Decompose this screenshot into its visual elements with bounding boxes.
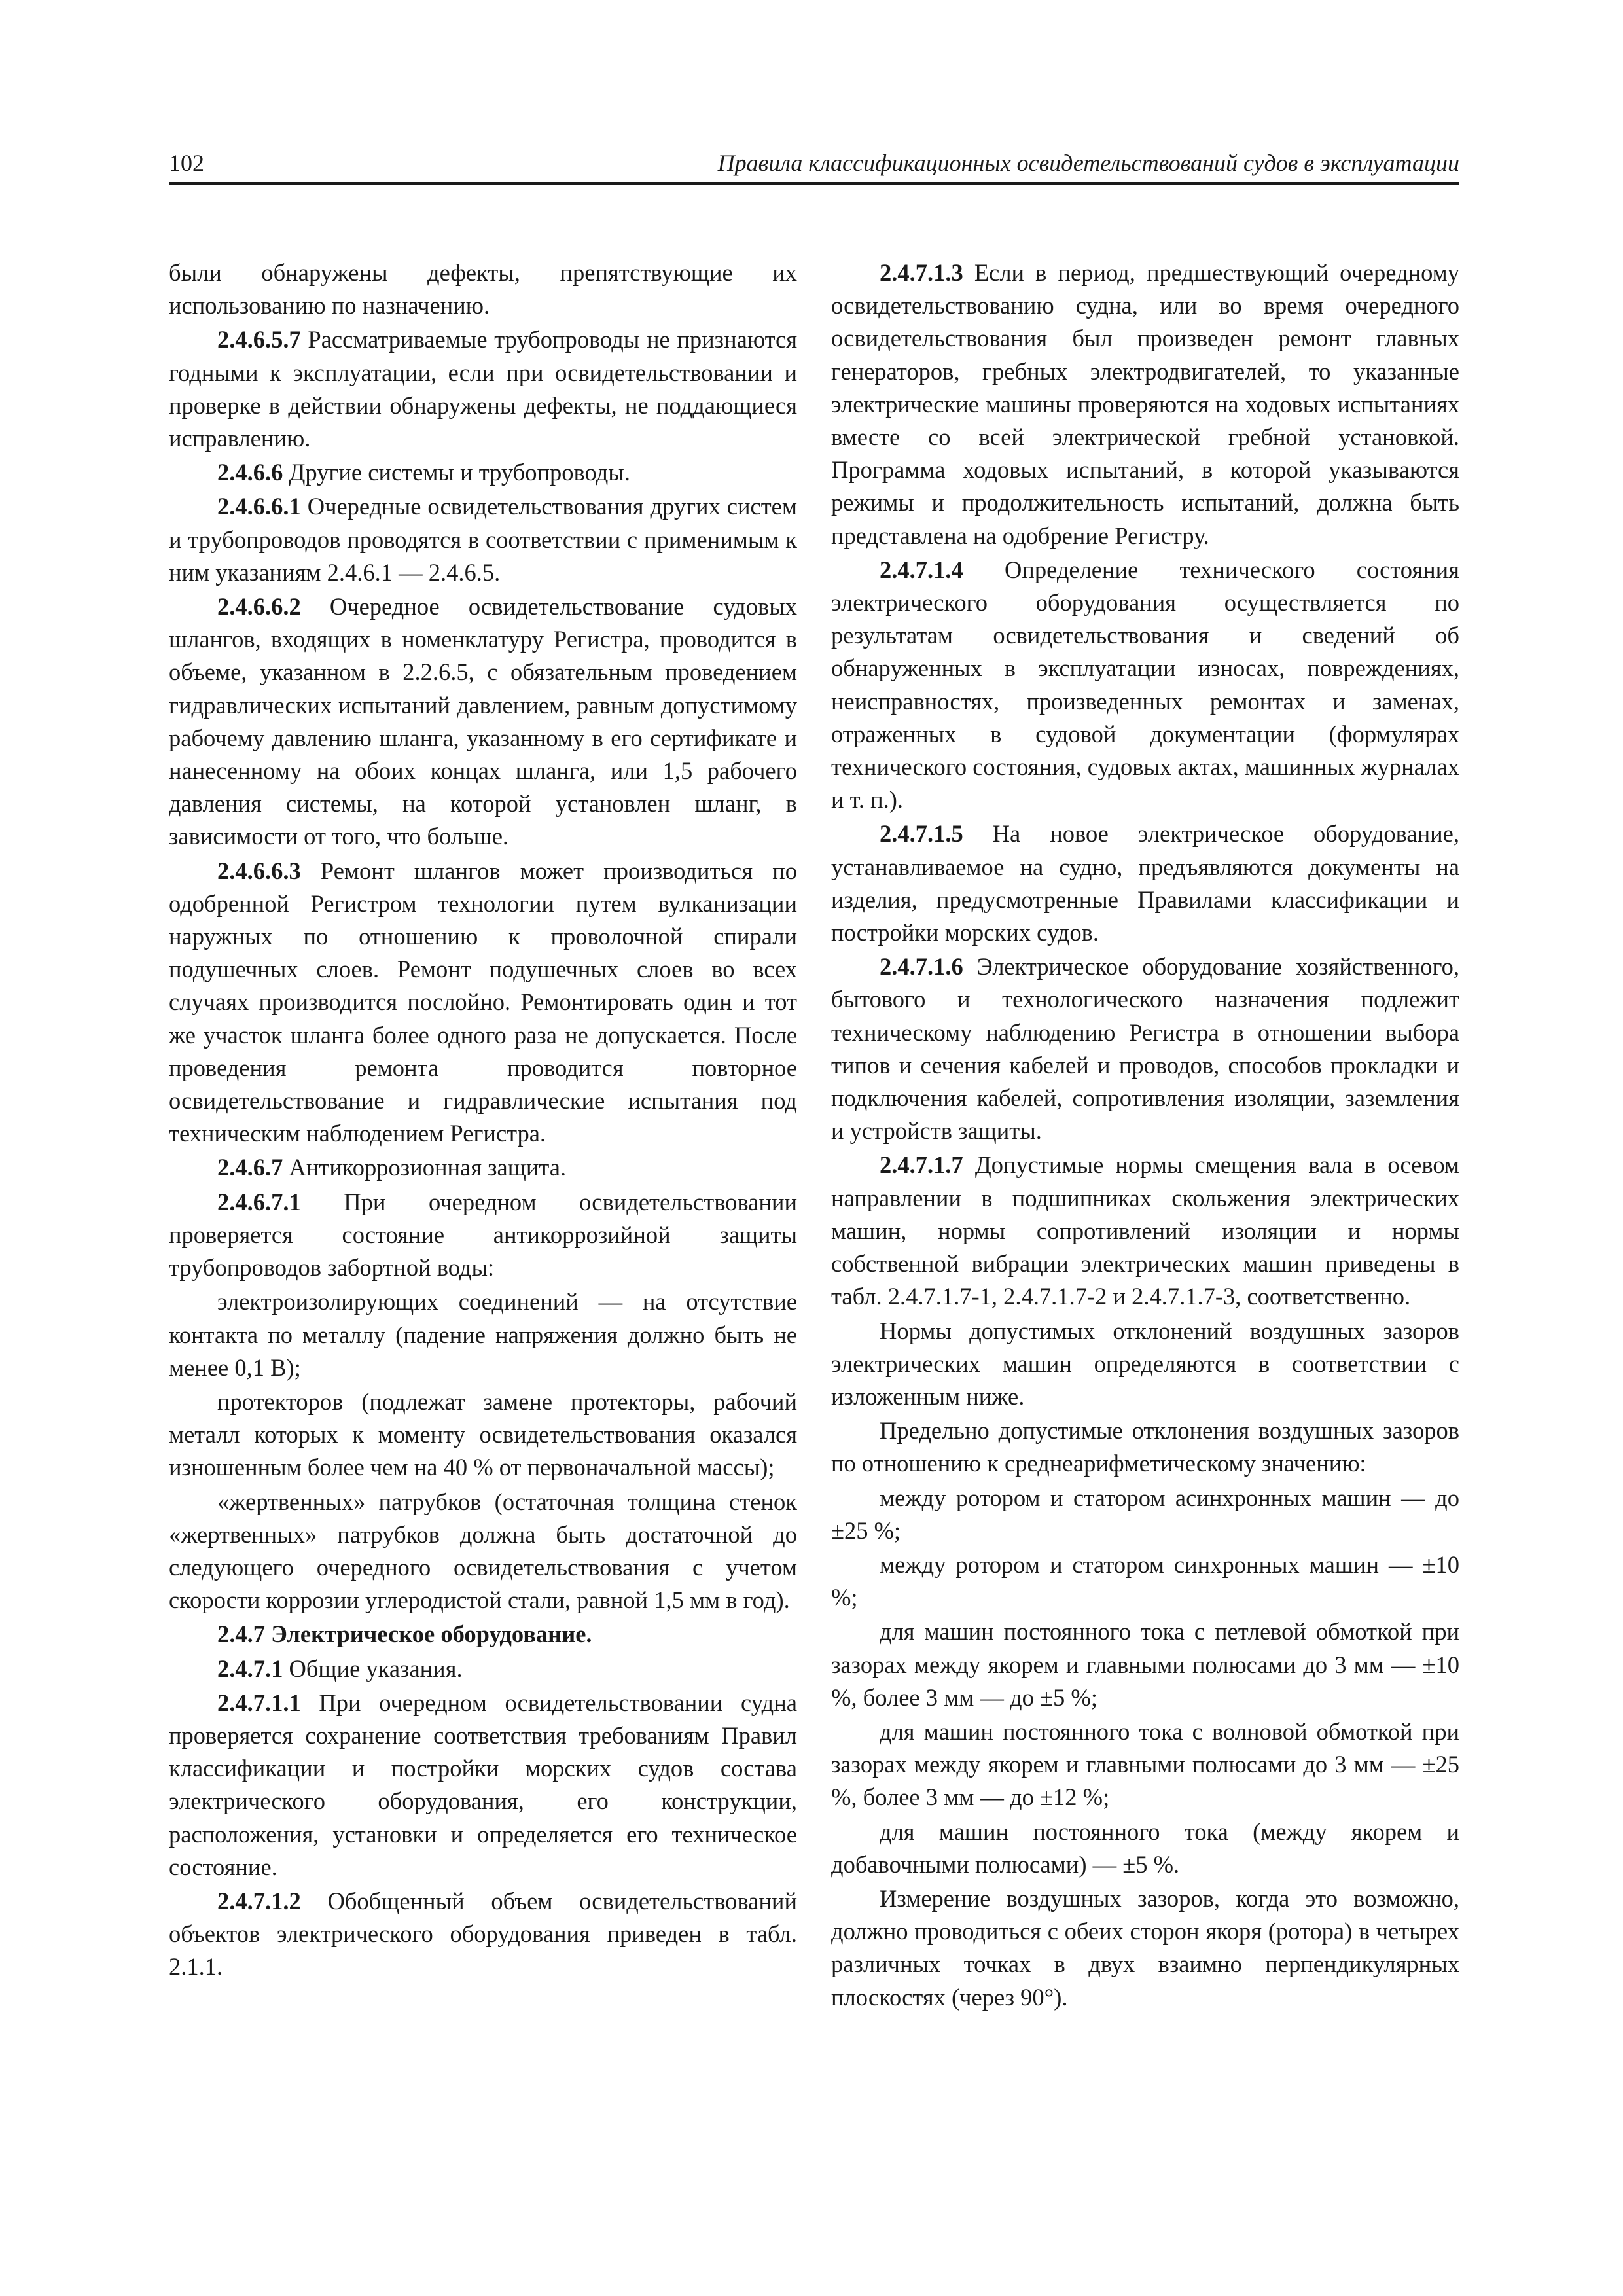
section-heading-2-4-7: 2.4.7 Электрическое оборудование.: [217, 1621, 592, 1648]
clause-number: 2.4.6.7: [217, 1154, 283, 1181]
paragraph: были обнаружены дефекты, препятствующие их использованию по назначению.: [169, 259, 797, 319]
clause-2-4-7-1-4: 2.4.7.1.4 Определение технического состояния электрического оборудования осуществляется по результатам освидетельствования и сведений об обнаруженных в эксплуатации износах, повреждениях, неисправностях, произведенных ремонтах и заменах, отраженных в судовой документации (формулярах технического состояния, судовых актах, машинных журналах и т. п.).: [831, 556, 1459, 814]
clause-2-4-7-1: 2.4.7.1 Общие указания.: [217, 1655, 463, 1682]
clause-number: 2.4.6.6.3: [217, 857, 301, 884]
clause-2-4-7-1-6: 2.4.7.1.6 Электрическое оборудование хозяйственного, бытового и технологического назначения подлежит техническому наблюдению Регистра в отношении выбора типов и сечения кабелей и проводов, способов прокладки и подключения кабелей, сопротивления изоляции, заземления и устройств защиты.: [831, 953, 1459, 1145]
right-column: [831, 257, 1459, 2015]
clause-number: 2.4.7.1.2: [217, 1887, 301, 1914]
list-item: для машин постоянного тока (между якорем и добавочными полюсами) — ±5 %.: [831, 1818, 1459, 1878]
clause-number: 2.4.7.1.5: [880, 820, 963, 848]
clause-2-4-7-1-3: 2.4.7.1.3 Если в период, предшествующий очередному освидетельствованию судна, или во время очередного освидетельствования был произведен ремонт главных генераторов, гребных электродвигателей, то указанные электрические машины проверяются на ходовых испытаниях вместе со всей электрической гребной установкой. Программа ходовых испытаний, в которой указываются режимы и продолжительность испытаний, должна быть представлена на одобрение Регистру.: [831, 259, 1459, 549]
page-number: 102: [169, 150, 204, 176]
paragraph: Предельно допустимые отклонения воздушных зазоров по отношению к среднеарифметическому значению:: [831, 1417, 1459, 1477]
clause-2-4-7-1-5: 2.4.7.1.5 На новое электрическое оборудование, устанавливаемое на судно, предъявляются документы на изделия, предусмотренные Правилами классификации и постройки морских судов.: [831, 820, 1459, 946]
clause-number: 2.4.7.1: [217, 1655, 283, 1682]
clause-2-4-6-6-3: 2.4.6.6.3 Ремонт шлангов может производиться по одобренной Регистром технологии путем вулканизации наружных по отношению к проволочной спирали подушечных слоев. Ремонт подушечных слоев во всех случаях производится послойно. Ремонтировать один и тот же участок шланга более одного раза не допускается. После проведения ремонта проводится повторное освидетельствование и гидравлические испытания под техническим наблюдением Регистра.: [169, 857, 797, 1147]
clause-number: 2.4.7.1.6: [880, 953, 963, 980]
clause-number: 2.4.6.7.1: [217, 1188, 301, 1215]
running-title: Правила классификационных освидетельствований судов в эксплуатации: [717, 150, 1459, 176]
clause-number: 2.4.6.6.1: [217, 493, 301, 520]
clause-2-4-6-7-1: 2.4.6.7.1 При очередном освидетельствовании проверяется состояние антикоррозийной защиты трубопроводов забортной воды:: [169, 1188, 797, 1282]
clause-number: 2.4.7.1.7: [880, 1151, 963, 1179]
page-header: [169, 139, 1459, 185]
clause-2-4-6-7: 2.4.6.7 Антикоррозионная защита.: [217, 1154, 567, 1181]
clause-2-4-6-5-7: 2.4.6.5.7 Рассматриваемые трубопроводы не признаются годными к эксплуатации, если при освидетельствовании и проверке в действии обнаружены дефекты, не поддающиеся исправлению.: [169, 326, 797, 452]
clause-number: 2.4.6.6: [217, 459, 283, 486]
clause-number: 2.4.7.1.4: [880, 556, 963, 583]
left-column: [169, 257, 797, 1985]
clause-number: 2.4.6.6.2: [217, 593, 301, 620]
list-item: между ротором и статором асинхронных машин — до ±25 %;: [831, 1484, 1459, 1544]
clause-2-4-7-1-2: 2.4.7.1.2 Обобщенный объем освидетельствований объектов электрического оборудования приведен в табл. 2.1.1.: [169, 1887, 797, 1981]
list-item: электроизолирующих соединений — на отсутствие контакта по металлу (падение напряжения должно быть не менее 0,1 В);: [169, 1288, 797, 1381]
clause-2-4-6-6-1: 2.4.6.6.1 Очередные освидетельствования других систем и трубопроводов проводятся в соответствии с применимым к ним указаниям 2.4.6.1 — 2.4.6.5.: [169, 493, 797, 586]
list-item: «жертвенных» патрубков (остаточная толщина стенок «жертвенных» патрубков должна быть достаточной до следующего очередного освидетельствования с учетом скорости коррозии углеродистой стали, равной 1,5 мм в год).: [169, 1488, 797, 1614]
clause-number: 2.4.7.1.3: [880, 259, 963, 286]
clause-number: 2.4.7.1.1: [217, 1689, 301, 1716]
list-item: для машин постоянного тока с петлевой обмоткой при зазорах между якорем и главными полюсами до 3 мм — ±10 %, более 3 мм — до ±5 %;: [831, 1618, 1459, 1711]
list-item: протекторов (подлежат замене протекторы, рабочий металл которых к моменту освидетельствования оказался изношенным более чем на 40 % от первоначальной массы);: [169, 1388, 797, 1481]
clause-number: 2.4.6.5.7: [217, 326, 301, 353]
clause-2-4-7-1-1: 2.4.7.1.1 При очередном освидетельствовании судна проверяется сохранение соответствия требованиям Правил классификации и постройки морских судов состава электрического оборудования, его конструкции, расположения, установки и определяется его техническое состояние.: [169, 1689, 797, 1880]
paragraph: Нормы допустимых отклонений воздушных зазоров электрических машин определяются в соответствии с изложенным ниже.: [831, 1317, 1459, 1410]
paragraph: Измерение воздушных зазоров, когда это возможно, должно проводиться с обеих сторон якоря (ротора) в четырех различных точках в двух взаимно перпендикулярных плоскостях (через 90°).: [831, 1884, 1459, 2011]
clause-2-4-7-1-7: 2.4.7.1.7 Допустимые нормы смещения вала в осевом направлении в подшипниках скольжения электрических машин, нормы сопротивлений изоляции и нормы собственной вибрации электрических машин приведены в табл. 2.4.7.1.7-1, 2.4.7.1.7-2 и 2.4.7.1.7-3, соответственно.: [831, 1151, 1459, 1310]
list-item: между ротором и статором синхронных машин — ±10 %;: [831, 1551, 1459, 1611]
clause-2-4-6-6: 2.4.6.6 Другие системы и трубопроводы.: [217, 459, 630, 486]
list-item: для машин постоянного тока с волновой обмоткой при зазорах между якорем и главными полюсами до 3 мм — ±25 %, более 3 мм — до ±12 %;: [831, 1717, 1459, 1811]
clause-2-4-6-6-2: 2.4.6.6.2 Очередное освидетельствование судовых шлангов, входящих в номенклатуру Регистра, проводится в объеме, указанном в 2.2.6.5, с обязательным проведением гидравлических испытаний давлением, равным допустимому рабочему давлению шланга, указанному в его сертификате и нанесенному на обоих концах шланга, или 1,5 рабочего давления системы, на которой установлен шланг, в зависимости от того, что больше.: [169, 593, 797, 850]
